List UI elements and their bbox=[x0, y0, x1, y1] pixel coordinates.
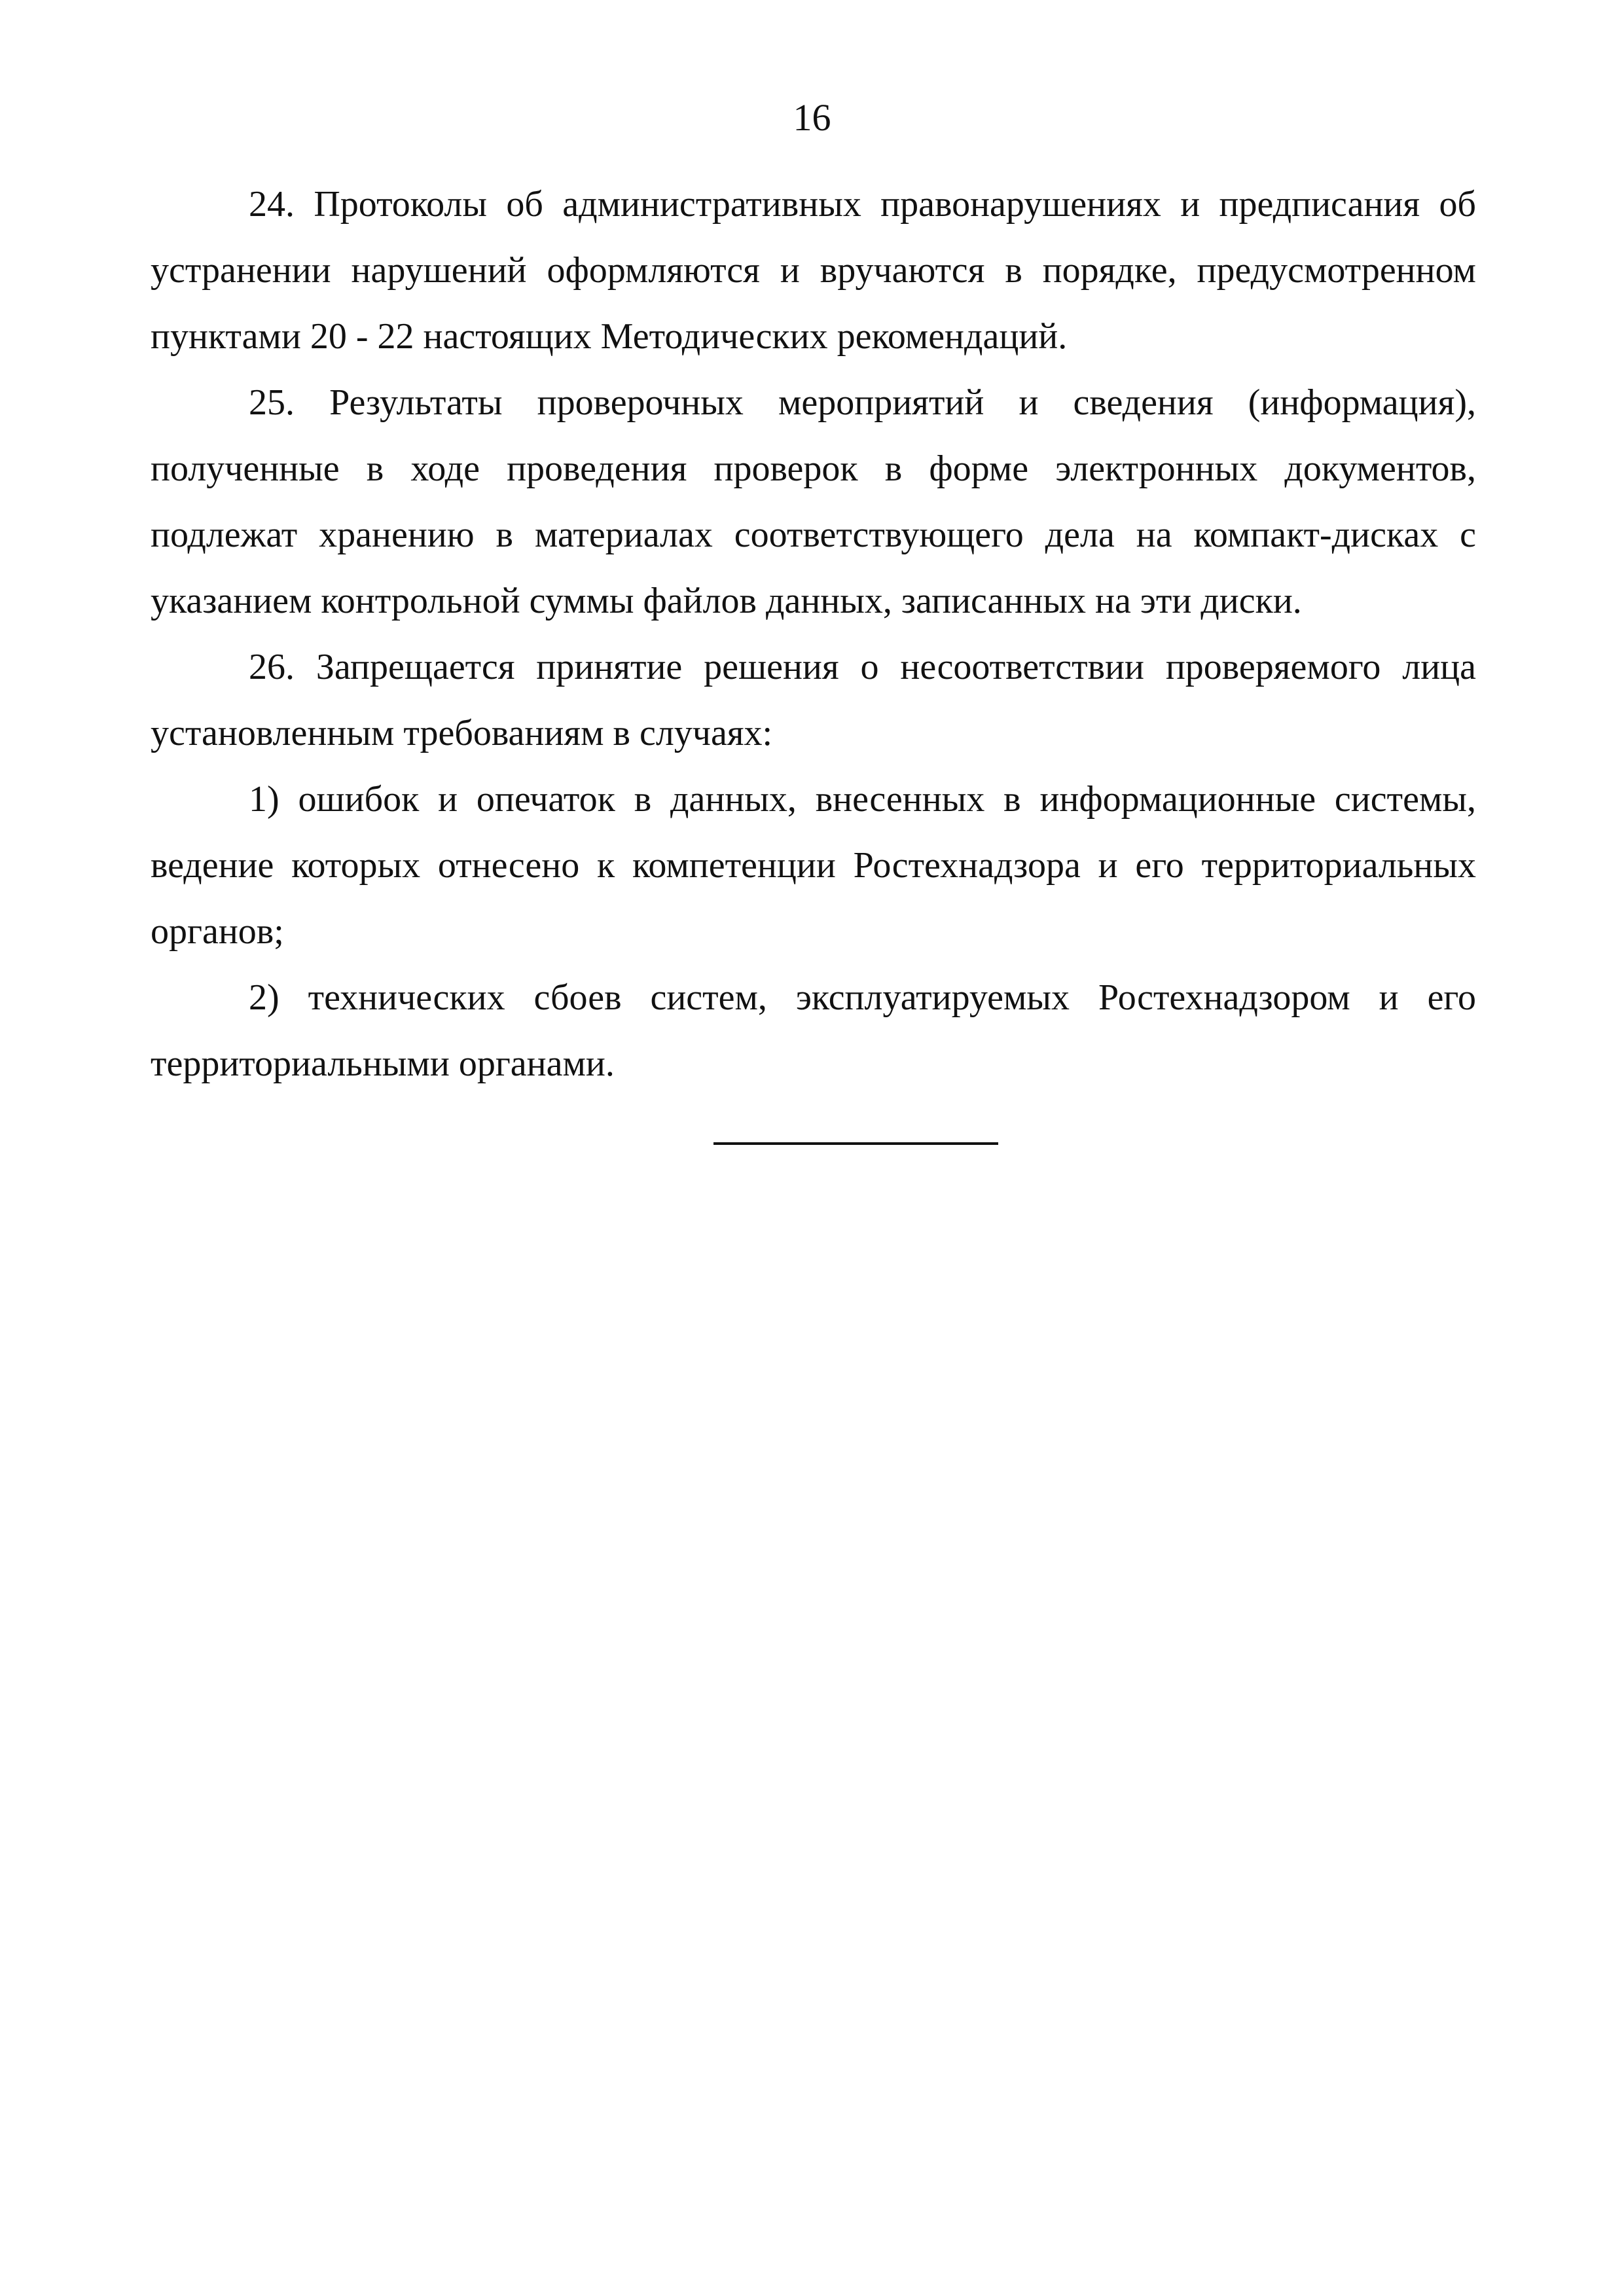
document-body bbox=[151, 172, 1476, 1097]
end-of-text-divider bbox=[713, 1142, 998, 1145]
page-number: 16 bbox=[793, 96, 831, 139]
list-item-2: 2) технических сбоев систем, эксплуатируемых Ростехнадзором и его территориальными органами. bbox=[151, 977, 1476, 1084]
paragraph-26: 26. Запрещается принятие решения о несоответствии проверяемого лица установленным требованиям в случаях: bbox=[151, 647, 1476, 753]
paragraph-24: 24. Протоколы об административных правонарушениях и предписания об устранении нарушений оформляются и вручаются в порядке, предусмотренном пунктами 20 - 22 настоящих Методических рекомендаций. bbox=[151, 184, 1476, 357]
paragraph-25: 25. Результаты проверочных мероприятий и сведения (информация), полученные в ходе проведения проверок в форме электронных документов, подлежат хранению в материалах соответствующего дела на компакт-дисках с указанием контрольной суммы файлов данных, записанных на эти диски. bbox=[151, 382, 1476, 621]
list-item-1: 1) ошибок и опечаток в данных, внесенных в информационные системы, ведение которых отнесено к компетенции Ростехнадзора и его территориальных органов; bbox=[151, 779, 1476, 952]
